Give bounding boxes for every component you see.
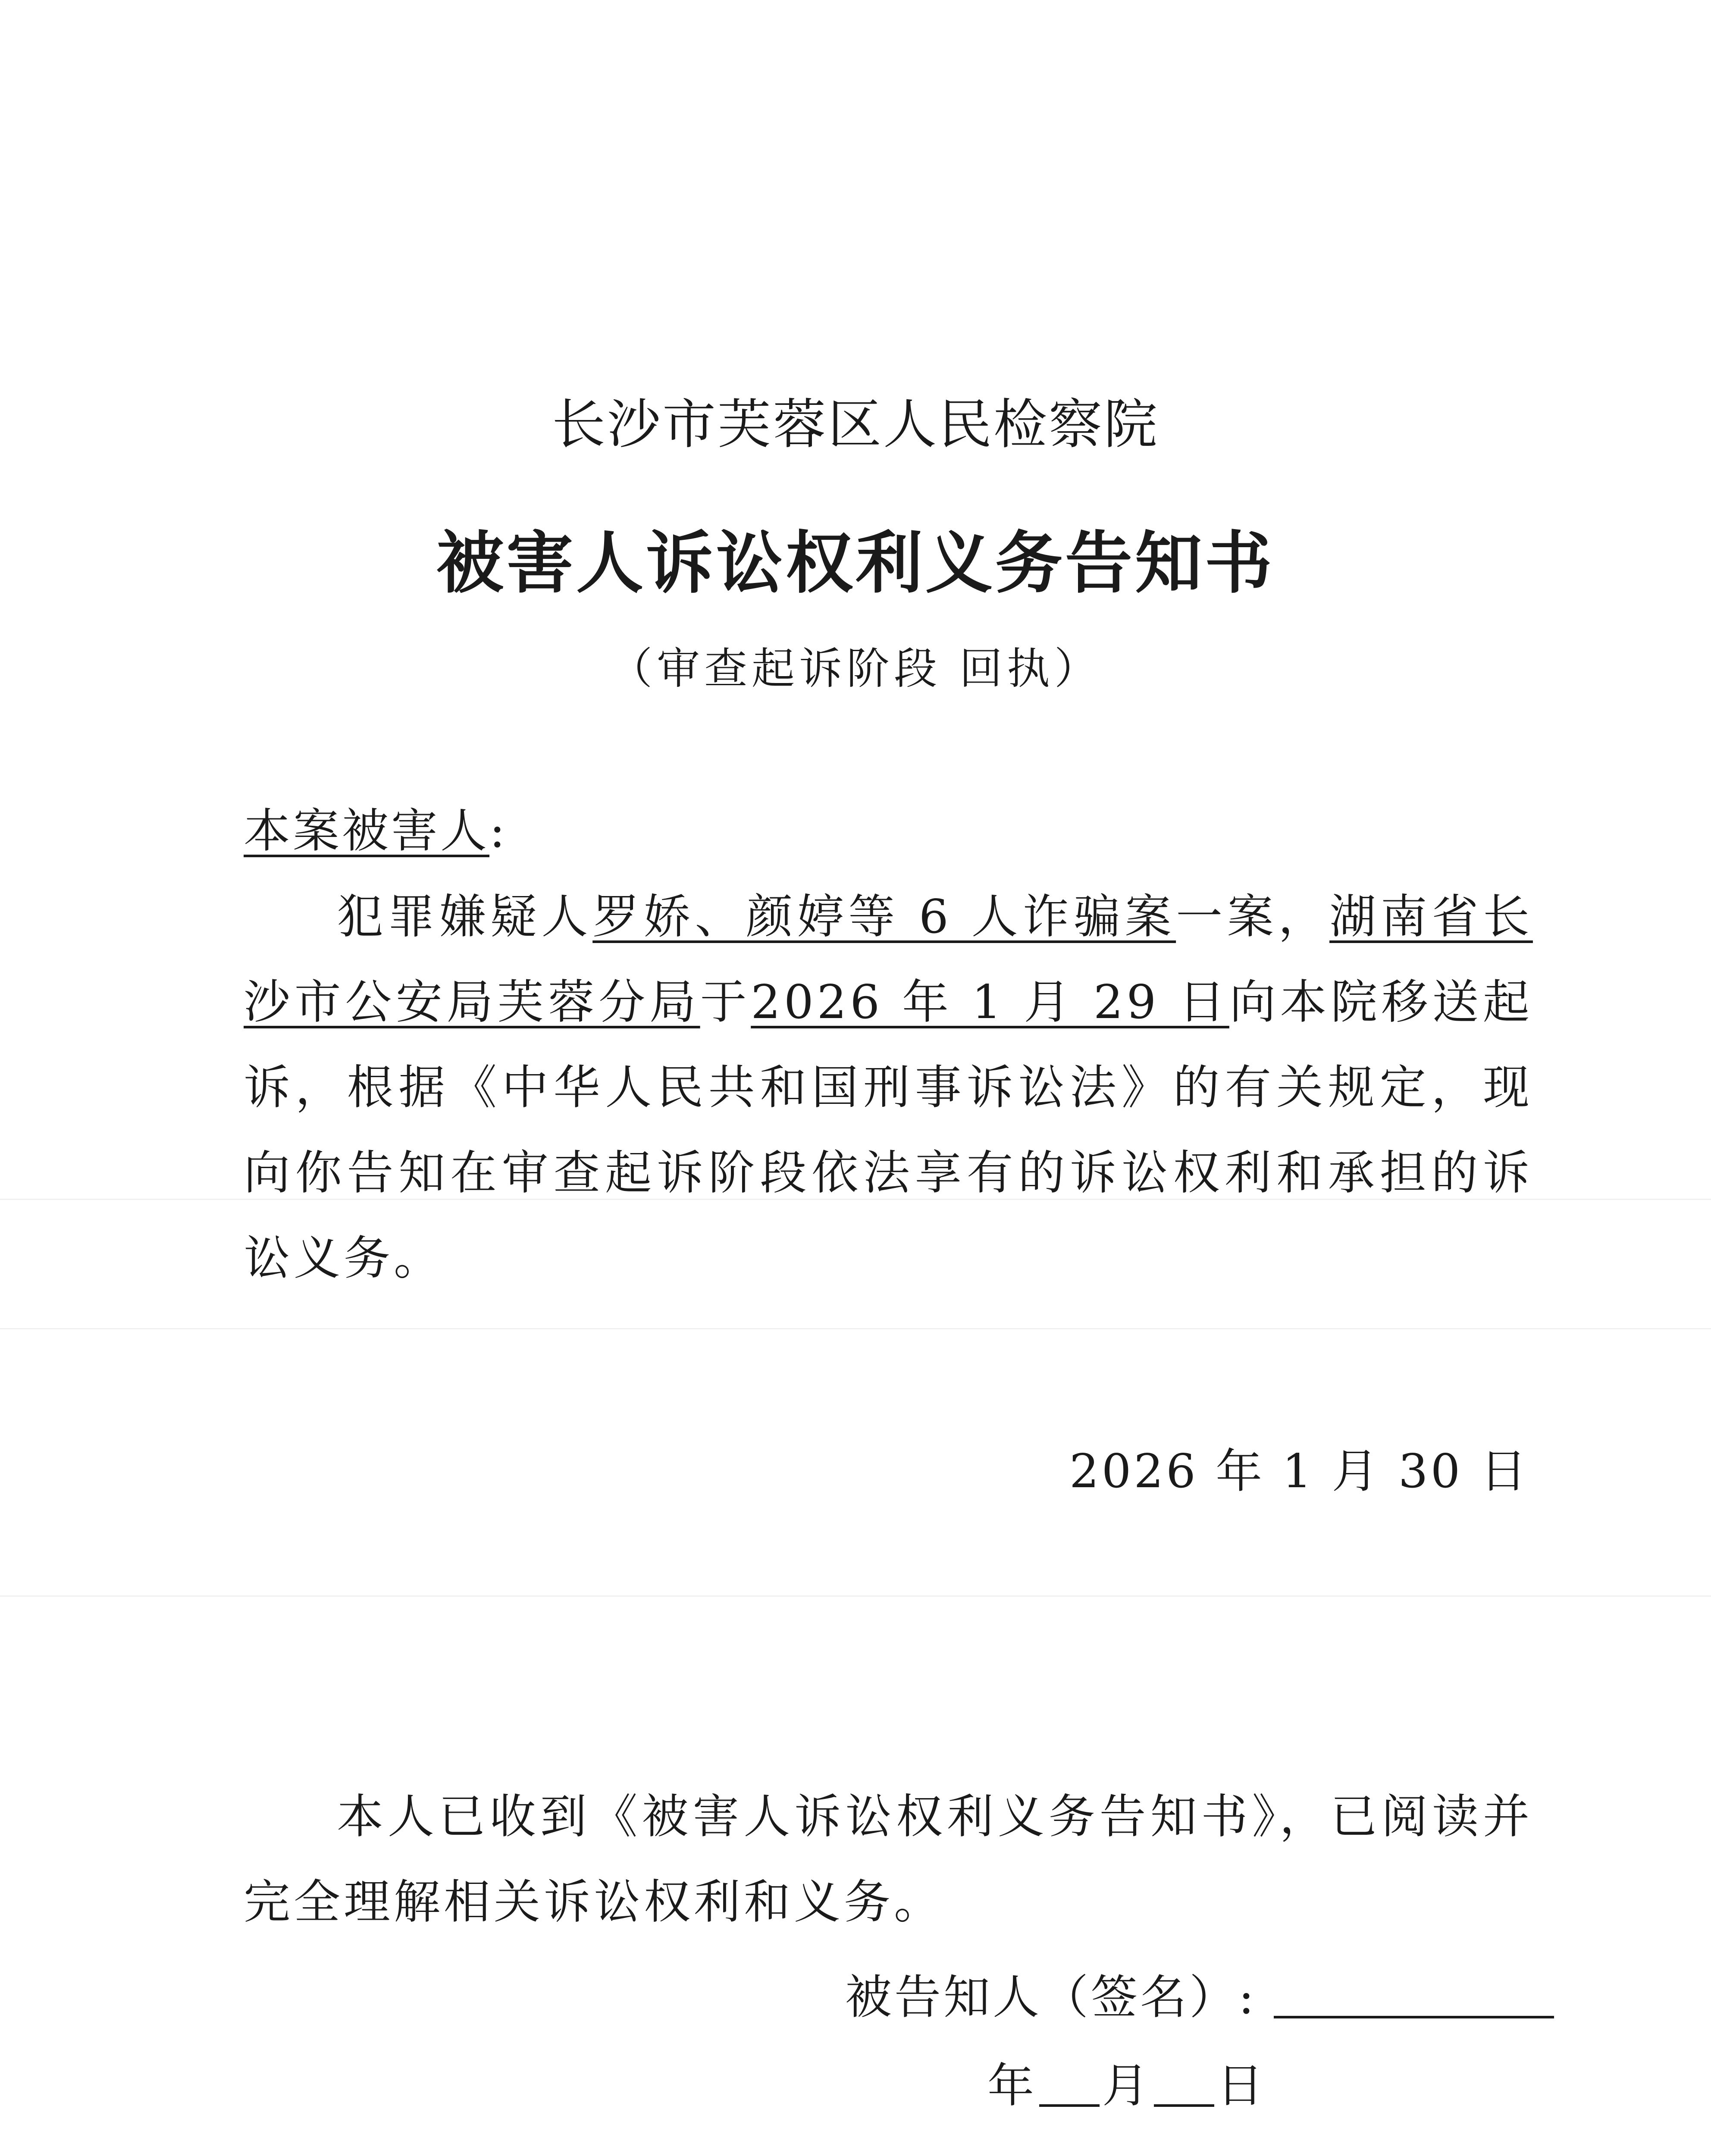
salutation-colon: : bbox=[489, 804, 508, 858]
suspects-case: 罗娇、颜婷等 6 人诈骗案 bbox=[592, 890, 1176, 944]
day-blank[interactable] bbox=[1154, 2104, 1214, 2107]
month-blank[interactable] bbox=[1039, 2104, 1100, 2107]
notice-text: 于 bbox=[700, 975, 751, 1029]
scan-fold-line bbox=[0, 1595, 1711, 1597]
transfer-date: 2026 年 1 月 29 日 bbox=[751, 975, 1229, 1029]
receipt-statement: 本人已收到《被害人诉讼权利义务告知书》，已阅读并完全理解相关诉讼权利和义务。 bbox=[244, 1790, 1533, 1929]
year-label: 年 bbox=[987, 2059, 1037, 2113]
notice-text: 犯罪嫌疑人 bbox=[337, 890, 593, 944]
signature-row bbox=[845, 1960, 1554, 2027]
scan-fold-line bbox=[0, 1328, 1711, 1329]
transferring-agency: 湖南省长沙市公安局芙蓉分局 bbox=[244, 890, 1533, 1029]
signature-line[interactable] bbox=[1274, 2016, 1554, 2018]
month-label: 月 bbox=[1102, 2059, 1152, 2113]
recipient-label: 本案被害人 bbox=[244, 804, 490, 858]
document-title: 被害人诉讼权利义务告知书 bbox=[436, 523, 1275, 602]
issue-date: 2026 年 1 月 30 日 bbox=[1069, 1445, 1529, 1498]
document-subtitle: （审查起诉阶段 回执） bbox=[609, 643, 1102, 694]
signature-label: 被告知人（签名）: bbox=[845, 1971, 1257, 2024]
day-label: 日 bbox=[1217, 2059, 1266, 2113]
receipt-date-row bbox=[987, 2048, 1266, 2115]
salutation bbox=[244, 793, 508, 860]
notice-text: 一案， bbox=[1176, 890, 1330, 944]
notice-paragraph bbox=[244, 874, 1533, 1301]
notice-text: 向本院移送起诉，根据《中华人民共和国刑事诉讼法》的有关规定，现向你告知在审查起诉阶段依法享有的诉讼权利和承担的诉讼义务。 bbox=[244, 975, 1533, 1285]
organization-name: 长沙市芙蓉区人民检察院 bbox=[552, 394, 1159, 456]
